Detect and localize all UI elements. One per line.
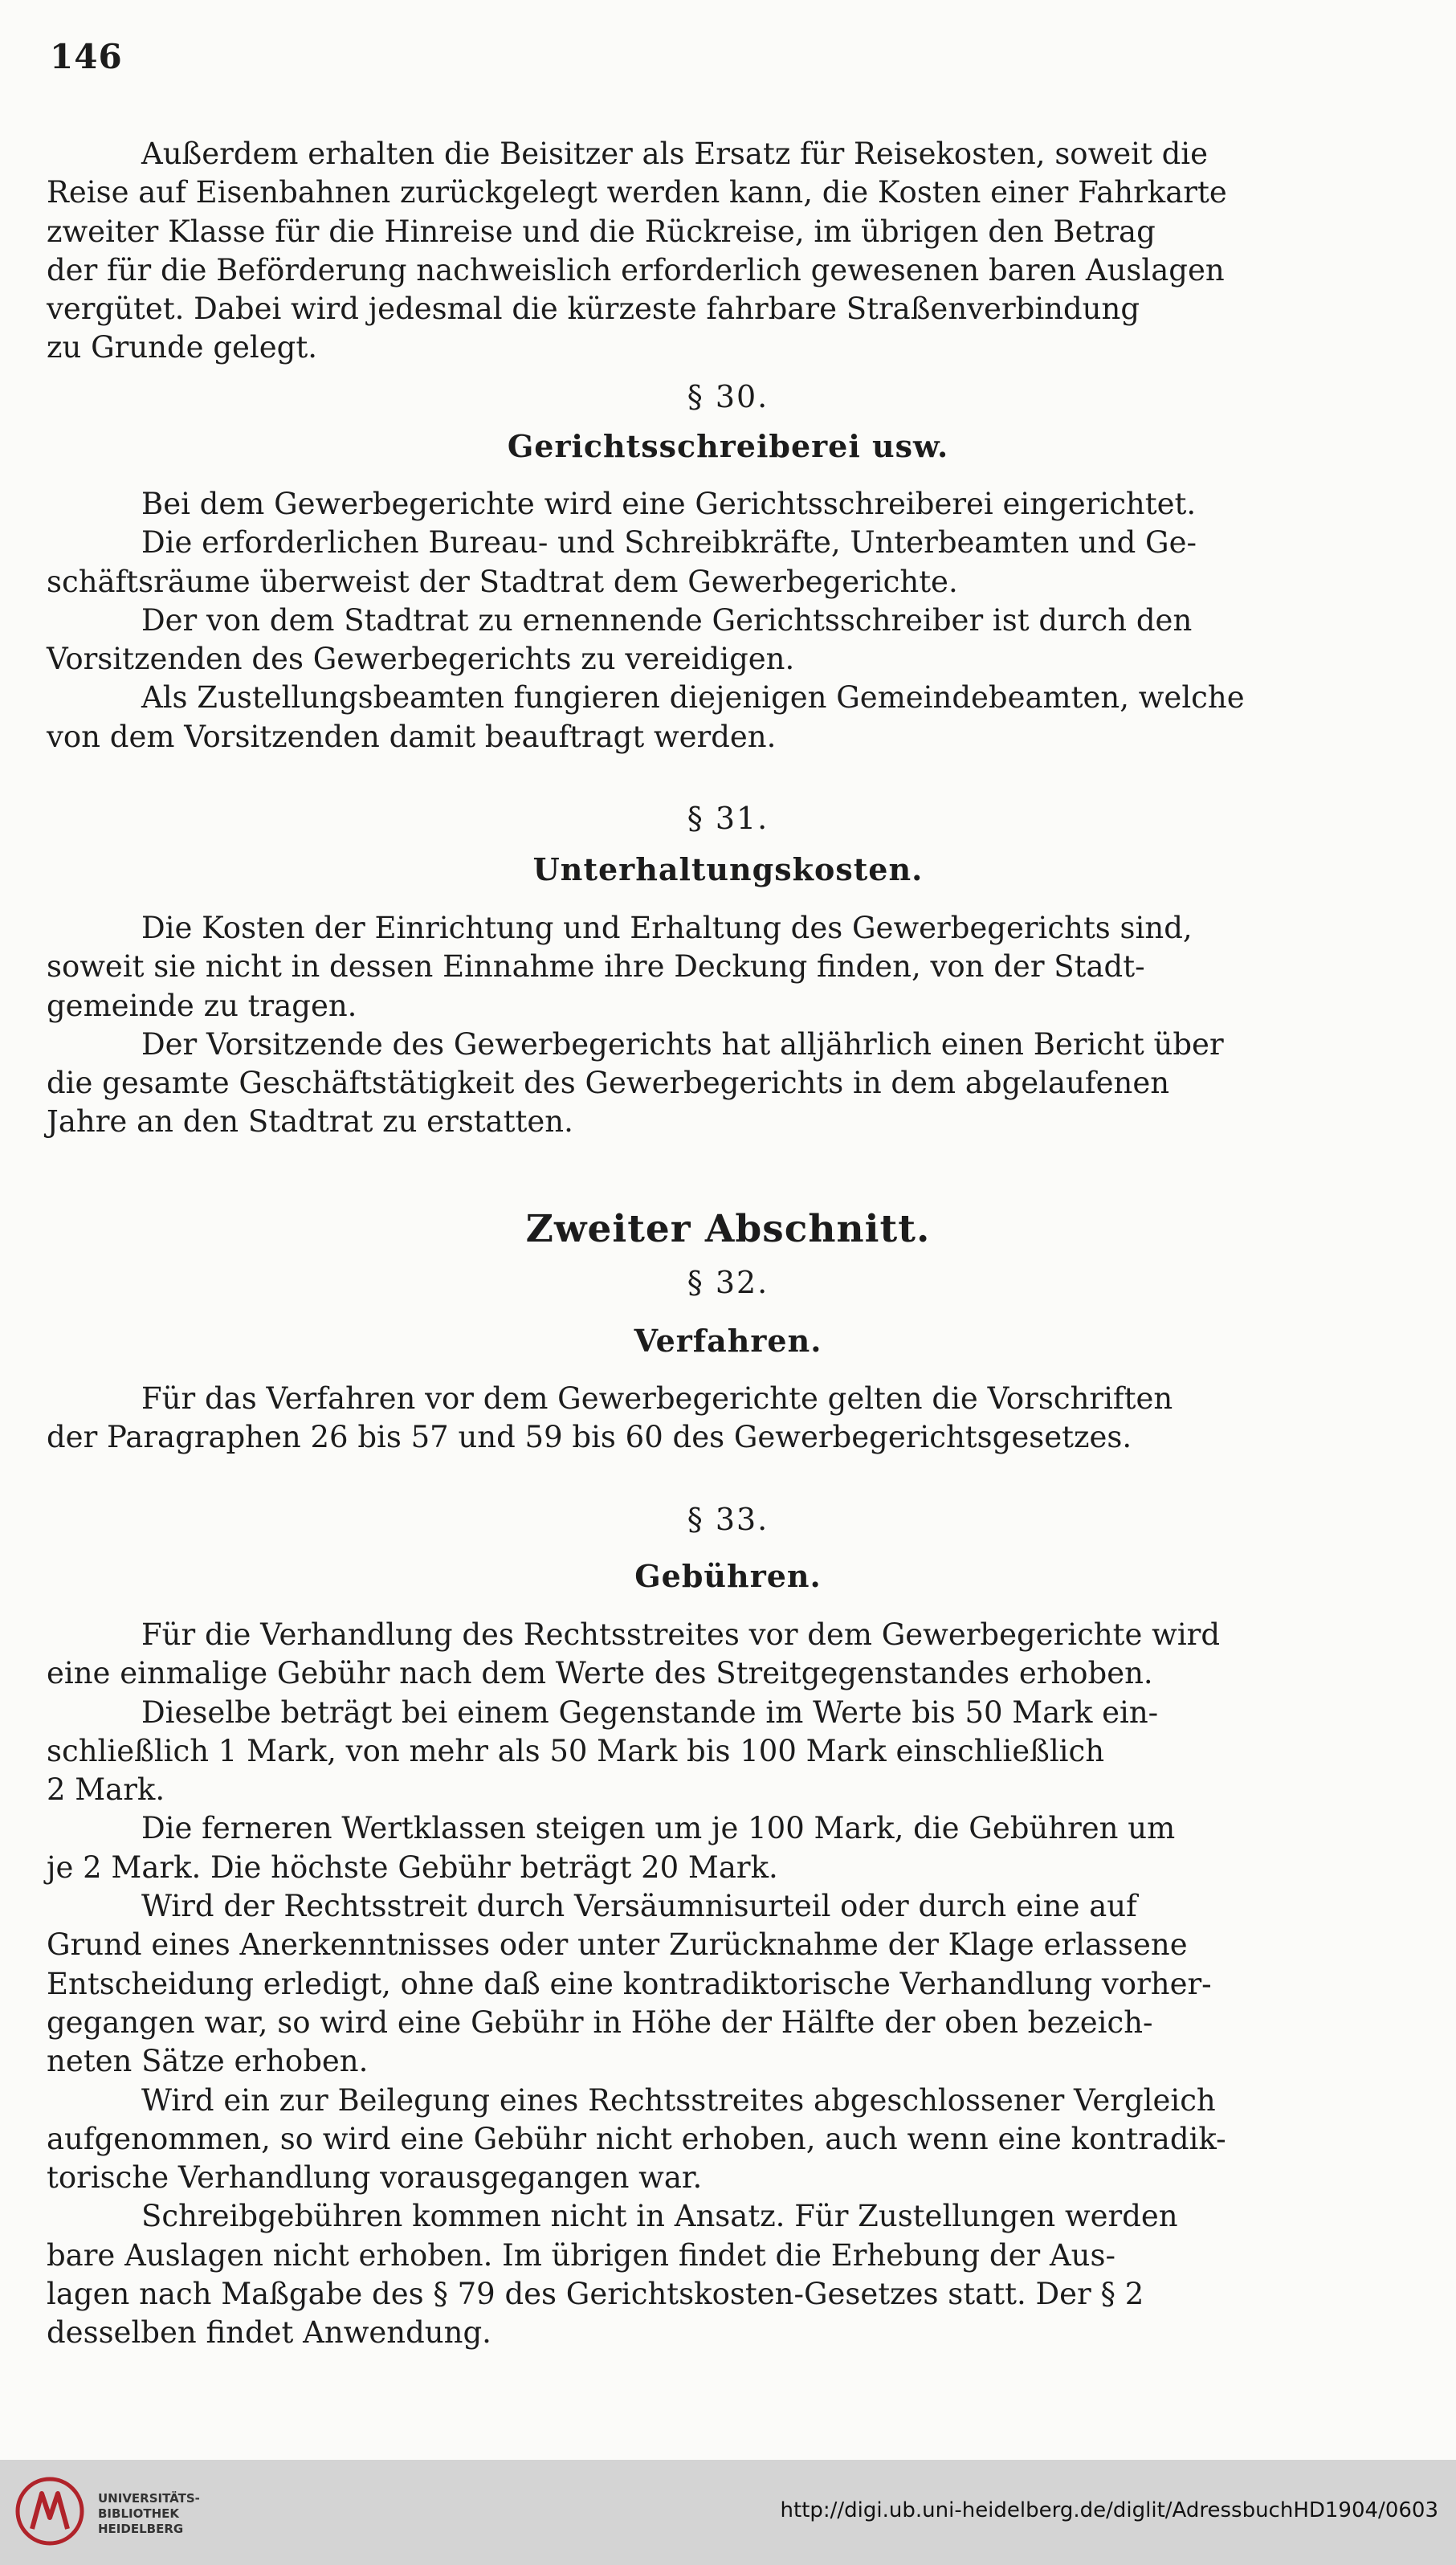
text-line: zweiter Klasse für die Hinreise und die Rückreise, im übrigen den Betrag — [47, 214, 1156, 249]
section-30-heading: Gerichtsschreiberei usw. — [507, 428, 949, 464]
text-line: Der von dem Stadtrat zu ernennende Gerichtsschreiber ist durch den — [141, 602, 1193, 638]
section-33-heading: Gebühren. — [634, 1558, 822, 1594]
text-line: Dieselbe beträgt bei einem Gegenstande im Werte bis 50 Mark ein- — [141, 1694, 1159, 1730]
text-line: die gesamte Geschäftstätigkeit des Gewerbegerichts in dem abgelaufenen — [47, 1066, 1170, 1101]
section-32-number: § 32. — [687, 1265, 769, 1300]
library-name: UNIVERSITÄTS- BIBLIOTHEK HEIDELBERG — [98, 2491, 200, 2536]
text-line: torische Verhandlung vorausgegangen war. — [47, 2160, 703, 2196]
text-line: vergütet. Dabei wird jedesmal die kürzeste fahrbare Straßenverbindung — [47, 292, 1140, 327]
text-line: je 2 Mark. Die höchste Gebühr beträgt 20 Mark. — [47, 1849, 778, 1885]
text-line: lagen nach Maßgabe des § 79 des Gerichtskosten-Gesetzes statt. Der § 2 — [47, 2277, 1144, 2312]
text-line: Wird ein zur Beilegung eines Rechtsstreites abgeschlossener Vergleich — [141, 2082, 1216, 2118]
text-line: der für die Beförderung nachweislich erforderlich gewesenen baren Auslagen — [47, 252, 1225, 287]
text-line: 2 Mark. — [47, 1772, 165, 1808]
text-line: Die ferneren Wertklassen steigen um je 100 Mark, die Gebühren um — [141, 1811, 1176, 1846]
section-33-body — [47, 1616, 1356, 2353]
section-32-heading: Verfahren. — [634, 1323, 822, 1359]
text-line: Bei dem Gewerbegerichte wird eine Gerichtsschreiberei eingerichtet. — [141, 487, 1197, 521]
intro-paragraph — [47, 135, 1356, 368]
text-line: Die Kosten der Einrichtung und Erhaltung des Gewerbegerichts sind, — [141, 911, 1193, 945]
text-line: Entscheidung erledigt, ohne daß eine kontradiktorische Verhandlung vorher- — [47, 1966, 1212, 2001]
text-line: der Paragraphen 26 bis 57 und 59 bis 60 des Gewerbegerichtsgesetzes. — [47, 1420, 1132, 1455]
text-line: von dem Vorsitzenden damit beauftragt werden. — [47, 719, 777, 754]
section-31-body — [47, 909, 1356, 1142]
text-line: Schreibgebühren kommen nicht in Ansatz. Für Zustellungen werden — [141, 2199, 1178, 2234]
section-32-body — [47, 1380, 1356, 1458]
section-30-body — [47, 485, 1356, 756]
text-line: Jahre an den Stadtrat zu erstatten. — [47, 1104, 573, 1140]
text-line: Für die Verhandlung des Rechtsstreites vor dem Gewerbegerichte wird — [141, 1617, 1221, 1652]
part-heading: Zweiter Abschnitt. — [525, 1207, 931, 1251]
page-number: 146 — [50, 37, 123, 76]
text-line: eine einmalige Gebühr nach dem Werte des Streitgegenstandes erhoben. — [47, 1656, 1153, 1691]
section-31-heading: Unterhaltungskosten. — [532, 851, 924, 887]
text-line: gegangen war, so wird eine Gebühr in Höhe der Hälfte der oben bezeich- — [47, 2004, 1153, 2040]
text-line: gemeinde zu tragen. — [47, 988, 357, 1023]
text-line: desselben findet Anwendung. — [47, 2315, 491, 2351]
text-line: Vorsitzenden des Gewerbegerichts zu vereidigen. — [47, 642, 795, 677]
text-line: aufgenommen, so wird eine Gebühr nicht erhoben, auch wenn eine kontradik- — [47, 2121, 1226, 2156]
footer-bar — [0, 2460, 1456, 2565]
text-line: Reise auf Eisenbahnen zurückgelegt werden kann, die Kosten einer Fahrkarte — [47, 175, 1227, 210]
text-line: schließlich 1 Mark, von mehr als 50 Mark bis 100 Mark einschließlich — [47, 1733, 1105, 1768]
text-line: soweit sie nicht in dessen Einnahme ihre Deckung finden, von der Stadt- — [47, 949, 1145, 985]
text-line: Für das Verfahren vor dem Gewerbegerichte gelten die Vorschriften — [141, 1381, 1173, 1416]
text-line: Grund eines Anerkenntnisses oder unter Zurücknahme der Klage erlassene — [47, 1927, 1188, 1963]
text-line: Wird der Rechtsstreit durch Versäumnisurteil oder durch eine auf — [141, 1889, 1137, 1924]
section-30-number: § 30. — [687, 379, 769, 414]
section-33-number: § 33. — [687, 1502, 769, 1537]
text-line: neten Sätze erhoben. — [47, 2044, 369, 2079]
text-line: Der Vorsitzende des Gewerbegerichts hat alljährlich einen Bericht über — [141, 1026, 1224, 1062]
text-line: Die erforderlichen Bureau- und Schreibkräfte, Unterbeamten und Ge- — [141, 525, 1197, 561]
text-line: bare Auslagen nicht erhoben. Im übrigen findet die Erhebung der Aus- — [47, 2237, 1116, 2273]
text-line: schäftsräume überweist der Stadtrat dem Gewerbegerichte. — [47, 564, 958, 599]
text-line: Als Zustellungsbeamten fungieren diejenigen Gemeindebeamten, welche — [141, 680, 1245, 716]
text-line: Außerdem erhalten die Beisitzer als Ersatz für Reisekosten, soweit die — [141, 137, 1209, 171]
text-line: zu Grunde gelegt. — [47, 330, 317, 365]
source-url[interactable]: http://digi.ub.uni-heidelberg.de/diglit/AdressbuchHD1904/0603 — [780, 2498, 1438, 2522]
university-seal-icon — [14, 2476, 85, 2547]
section-31-number: § 31. — [687, 801, 769, 836]
